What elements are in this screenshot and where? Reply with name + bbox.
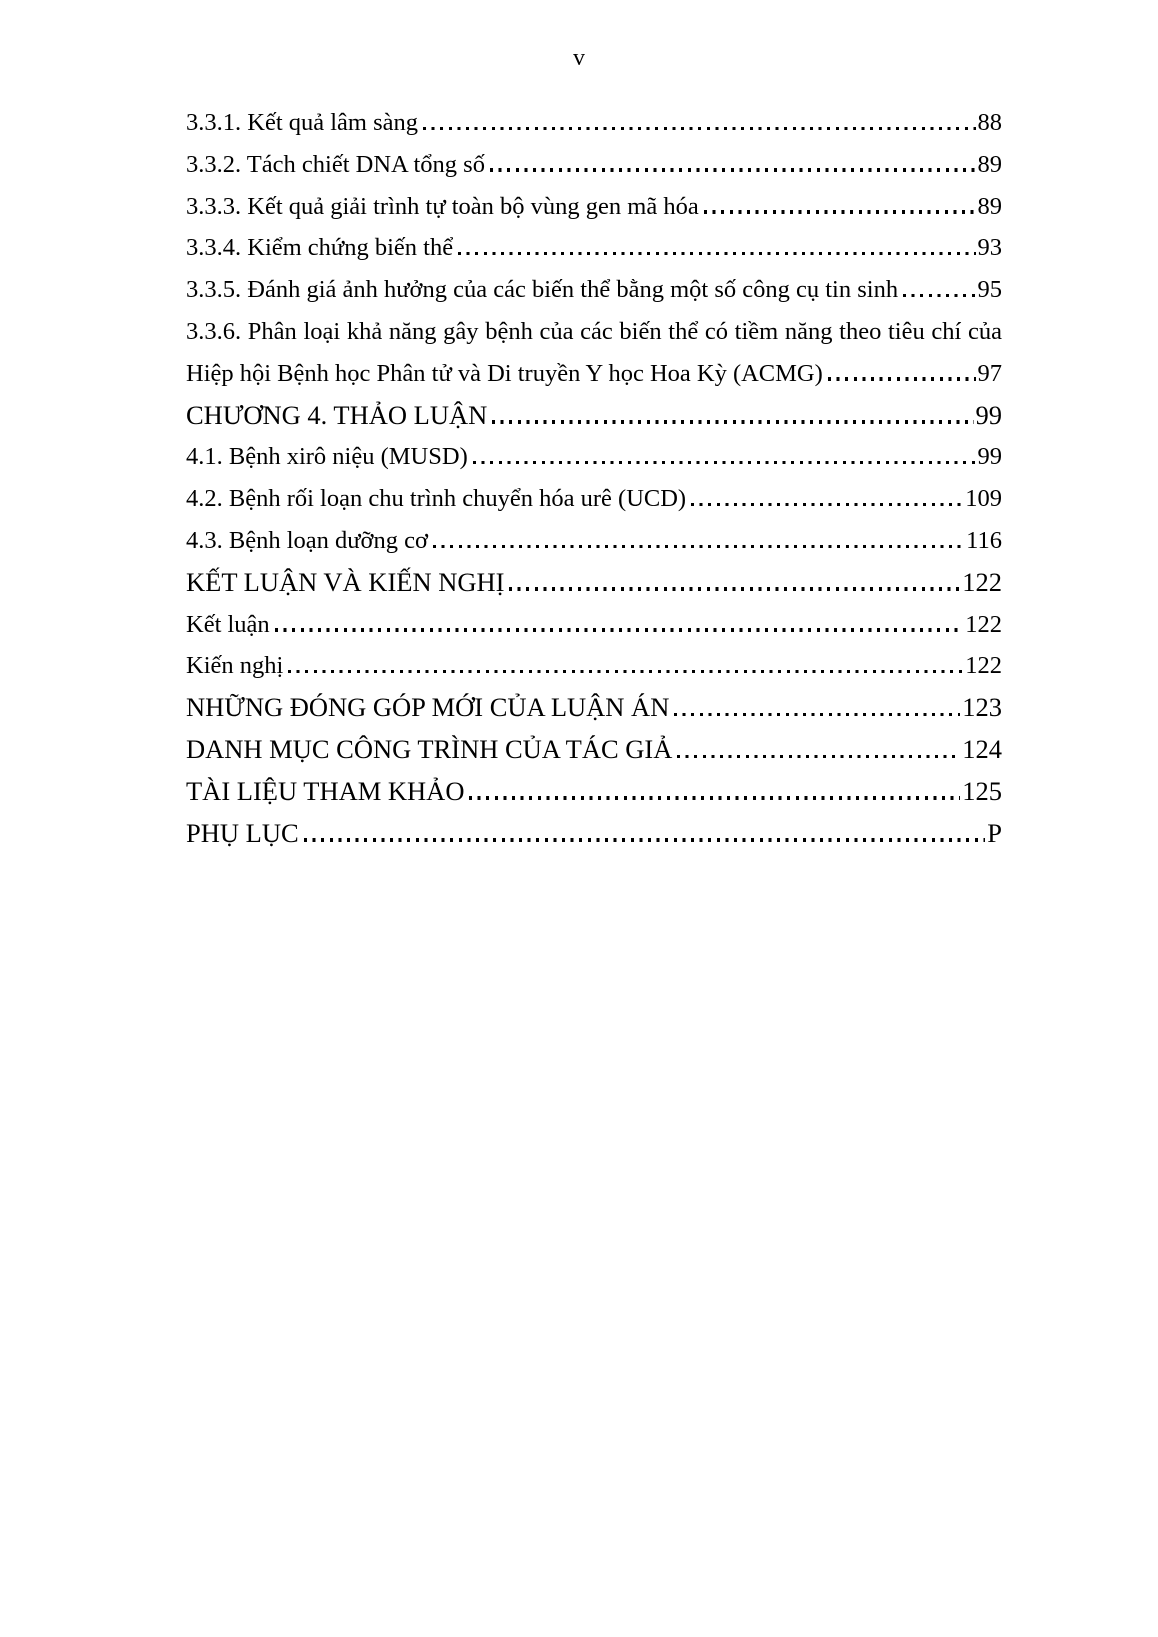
toc-page-number: 122 [965,652,1002,680]
toc-entry [186,227,1002,269]
toc-page-number: 123 [962,692,1002,723]
dot-leader [674,713,960,716]
toc-page-number: 122 [962,566,1002,597]
toc-entry-label: 3.3.4. Kiểm chứng biến thể [186,234,454,262]
dot-leader [423,127,975,130]
toc-entry [186,395,1002,437]
toc-entry [186,520,1002,562]
toc-entry-label: NHỮNG ĐÓNG GÓP MỚI CỦA LUẬN ÁN [186,692,670,723]
toc-page-number: 88 [977,109,1002,136]
toc-page-number: 89 [977,192,1002,220]
dot-leader [458,252,975,255]
toc-page-number: 122 [965,610,1002,638]
toc-entry-label: 3.3.2. Tách chiết DNA tổng số [186,150,485,178]
toc-page-number: 89 [977,150,1002,178]
toc-page-number: 125 [962,775,1002,806]
dot-leader [288,670,963,673]
toc-entry-label: 3.3.6. Phân loại khả năng gây bệnh của các biến thể có tiềm năng theo tiêu chí của [186,317,1002,345]
toc-entry-label: Kiến nghị [186,652,284,680]
toc-entry-label: 4.1. Bệnh xirô niệu (MUSD) [186,443,468,471]
toc-entry [186,771,1002,813]
toc-entry-label: Hiệp hội Bệnh học Phân tử và Di truyền Y học Hoa Kỳ (ACMG) [186,359,823,387]
dot-leader [828,377,976,380]
toc-page-number: 97 [977,359,1002,387]
toc-entry [186,645,1002,687]
toc-list [186,102,1002,854]
toc-entry [186,687,1002,729]
toc-entry-label: TÀI LIỆU THAM KHẢO [186,775,465,806]
toc-entry-label: 3.3.1. Kết quả lâm sàng [186,109,419,136]
dot-leader [469,796,960,799]
toc-entry-label: 4.3. Bệnh loạn dưỡng cơ [186,526,428,554]
toc-entry-label: 3.3.5. Đánh giá ảnh hưởng của các biến thể bằng một số công cụ tin sinh [186,276,899,304]
toc-entry [186,144,1002,186]
dot-leader [509,587,960,590]
toc-entry-label: Kết luận [186,610,270,638]
toc-page-number: 109 [965,485,1002,513]
toc-entry-label: PHỤ LỤC [186,817,299,848]
toc-entry [186,102,1002,144]
toc-entry [186,269,1002,311]
toc-page-number: 124 [962,733,1002,764]
dot-leader [304,838,986,841]
dot-leader [903,294,975,297]
page-number: v [573,45,585,71]
toc-page-number: 99 [977,443,1002,471]
toc-entry [186,311,1002,353]
toc-entry-label: CHƯƠNG 4. THẢO LUẬN [186,399,488,430]
page-header [0,0,1158,72]
dot-leader [492,420,973,423]
dot-leader [490,168,976,171]
toc-entry [186,186,1002,228]
toc-entry-label: KẾT LUẬN VÀ KIẾN NGHỊ [186,566,505,597]
dot-leader [704,210,976,213]
dot-leader [677,755,960,758]
toc-page-number: 116 [966,526,1002,554]
toc-entry [186,353,1002,395]
toc-page-number: 95 [977,276,1002,304]
dot-leader [691,503,963,506]
toc-page-number: P [987,817,1002,848]
toc-entry [186,604,1002,646]
toc-entry-label: DANH MỤC CÔNG TRÌNH CỦA TÁC GIẢ [186,733,673,764]
toc-entry [186,562,1002,604]
toc-entry [186,436,1002,478]
dot-leader [473,461,976,464]
toc-page-number: 93 [977,234,1002,262]
toc-entry [186,813,1002,855]
toc-entry [186,478,1002,520]
toc-page-number: 99 [975,399,1002,430]
toc-entry [186,729,1002,771]
dot-leader [433,545,964,548]
dot-leader [275,628,964,631]
toc-entry-label: 4.2. Bệnh rối loạn chu trình chuyển hóa urê (UCD) [186,485,687,513]
toc-entry-label: 3.3.3. Kết quả giải trình tự toàn bộ vùng gen mã hóa [186,192,699,220]
